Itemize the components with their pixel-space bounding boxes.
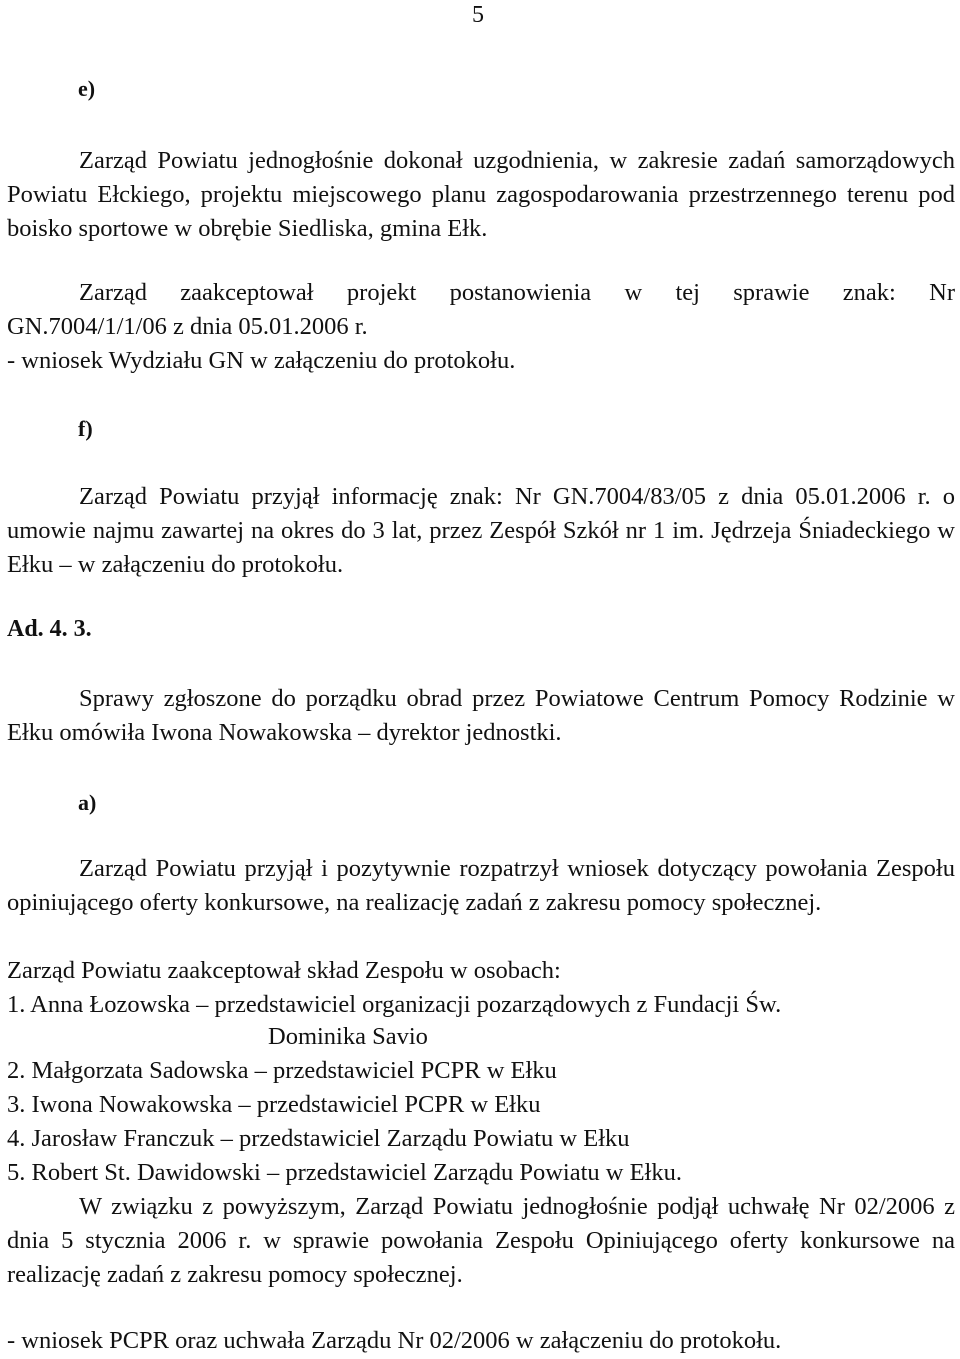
member-1-continued: Dominika Savio [268,1023,428,1050]
section-e-ref-line: GN.7004/1/1/06 z dnia 05.01.2006 r. [7,313,368,340]
section-e-accept-line: Zarząd zaakceptował projekt postanowienia w tej sprawie znak: Nr [79,279,955,306]
member-3: 3. Iwona Nowakowska – przedstawiciel PCPR w Ełku [7,1091,541,1118]
section-f-paragraph: Zarząd Powiatu przyjął informację znak: Nr GN.7004/83/05 z dnia 05.01.2006 r. o umowie najmu zawartej na okres do 3 lat, przez Zespół Szkół nr 1 im. Jędrzeja Śniadeckiego w Ełku – w załączeniu do protokołu. [7,483,955,578]
resolution-paragraph: W związku z powyższym, Zarząd Powiatu jednogłośnie podjął uchwałę Nr 02/2006 z dnia 5 stycznia 2006 r. w sprawie powołania Zespołu Opiniującego oferty konkursowe na realizację zadań z zakresu pomocy społecznej. [7,1193,955,1288]
section-e-paragraph: Zarząd Powiatu jednogłośnie dokonał uzgodnienia, w zakresie zadań samorządowych Powiatu Ełckiego, projektu miejscowego planu zagospodarowania przestrzennego terenu pod boisko sportowe w obrębie Siedliska, gmina Ełk. [7,147,955,242]
section-e-attachment: - wniosek Wydziału GN w załączeniu do protokołu. [7,347,516,374]
member-4: 4. Jarosław Franczuk – przedstawiciel Zarządu Powiatu w Ełku [7,1125,630,1152]
page-number: 5 [472,2,484,28]
member-5: 5. Robert St. Dawidowski – przedstawiciel Zarządu Powiatu w Ełku. [7,1159,682,1186]
ad-heading: Ad. 4. 3. [7,616,92,642]
section-e-label: e) [78,76,96,101]
ad-paragraph: Sprawy zgłoszone do porządku obrad przez Powiatowe Centrum Pomocy Rodzinie w Ełku omówiła Iwona Nowakowska – dyrektor jednostki. [7,685,955,746]
section-a-paragraph: Zarząd Powiatu przyjął i pozytywnie rozpatrzył wniosek dotyczący powołania Zespołu opiniującego oferty konkursowe, na realizację zadań z zakresu pomocy społecznej. [7,855,955,916]
composition-intro: Zarząd Powiatu zaakceptował skład Zespołu w osobach: [7,957,561,984]
member-2: 2. Małgorzata Sadowska – przedstawiciel PCPR w Ełku [7,1057,557,1084]
section-a-label: a) [78,790,97,815]
member-1: 1. Anna Łozowska – przedstawiciel organizacji pozarządowych z Fundacji Św. [7,991,782,1018]
section-f-label: f) [78,416,93,441]
section-a-attachment: - wniosek PCPR oraz uchwała Zarządu Nr 02/2006 w załączeniu do protokołu. [7,1327,782,1354]
